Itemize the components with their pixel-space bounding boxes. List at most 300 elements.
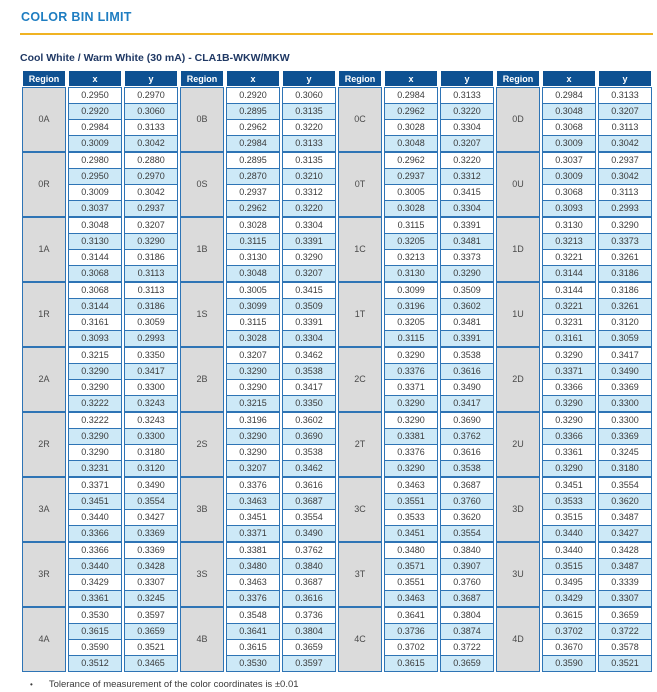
x-value-cell: 0.3440 [68, 559, 122, 575]
y-value-cell: 0.3616 [282, 477, 336, 494]
column-header: y [598, 70, 652, 87]
column-header: Region [496, 70, 540, 87]
table-row [22, 526, 652, 542]
table-row [22, 104, 652, 120]
table-row [22, 185, 652, 201]
table-header [22, 70, 652, 87]
x-value-cell: 0.3048 [542, 104, 596, 120]
x-value-cell: 0.3702 [542, 624, 596, 640]
y-value-cell: 0.3243 [124, 412, 178, 429]
table-row [22, 120, 652, 136]
y-value-cell: 0.3554 [282, 510, 336, 526]
table-row [22, 445, 652, 461]
region-cell: 3A [22, 477, 66, 542]
y-value-cell: 0.3597 [282, 656, 336, 672]
y-value-cell: 0.3113 [598, 120, 652, 136]
y-value-cell: 0.3616 [440, 364, 494, 380]
y-value-cell: 0.3369 [124, 526, 178, 542]
x-value-cell: 0.3551 [384, 494, 438, 510]
region-cell: 2D [496, 347, 540, 412]
region-cell: 1S [180, 282, 224, 347]
y-value-cell: 0.2937 [124, 201, 178, 217]
x-value-cell: 0.3161 [68, 315, 122, 331]
y-value-cell: 0.3186 [124, 299, 178, 315]
region-cell: 0D [496, 87, 540, 152]
x-value-cell: 0.3440 [542, 526, 596, 542]
y-value-cell: 0.3391 [440, 331, 494, 347]
x-value-cell: 0.3130 [68, 234, 122, 250]
table-row [22, 87, 652, 104]
y-value-cell: 0.3762 [440, 429, 494, 445]
x-value-cell: 0.3440 [542, 542, 596, 559]
region-cell: 3T [338, 542, 382, 607]
y-value-cell: 0.3736 [282, 607, 336, 624]
x-value-cell: 0.3068 [542, 185, 596, 201]
x-value-cell: 0.3196 [226, 412, 280, 429]
x-value-cell: 0.3641 [384, 607, 438, 624]
x-value-cell: 0.3366 [68, 542, 122, 559]
y-value-cell: 0.3339 [598, 575, 652, 591]
x-value-cell: 0.3028 [226, 217, 280, 234]
column-header: x [384, 70, 438, 87]
header-row [22, 70, 652, 87]
table-row [22, 477, 652, 494]
x-value-cell: 0.3548 [226, 607, 280, 624]
x-value-cell: 0.3376 [384, 364, 438, 380]
x-value-cell: 0.3068 [68, 266, 122, 282]
y-value-cell: 0.3602 [282, 412, 336, 429]
y-value-cell: 0.3261 [598, 250, 652, 266]
x-value-cell: 0.3290 [542, 412, 596, 429]
y-value-cell: 0.3616 [282, 591, 336, 607]
x-value-cell: 0.3161 [542, 331, 596, 347]
x-value-cell: 0.3290 [542, 461, 596, 477]
y-value-cell: 0.3620 [598, 494, 652, 510]
y-value-cell: 0.3907 [440, 559, 494, 575]
region-cell: 1T [338, 282, 382, 347]
y-value-cell: 0.3245 [598, 445, 652, 461]
y-value-cell: 0.3133 [124, 120, 178, 136]
x-value-cell: 0.3590 [542, 656, 596, 672]
y-value-cell: 0.3304 [282, 331, 336, 347]
y-value-cell: 0.3350 [124, 347, 178, 364]
x-value-cell: 0.3530 [68, 607, 122, 624]
x-value-cell: 0.3005 [384, 185, 438, 201]
y-value-cell: 0.3186 [598, 266, 652, 282]
table-row [22, 364, 652, 380]
y-value-cell: 0.3220 [282, 201, 336, 217]
x-value-cell: 0.3530 [226, 656, 280, 672]
y-value-cell: 0.3059 [124, 315, 178, 331]
column-header: y [124, 70, 178, 87]
x-value-cell: 0.3099 [384, 282, 438, 299]
y-value-cell: 0.3462 [282, 347, 336, 364]
y-value-cell: 0.3120 [598, 315, 652, 331]
column-header: x [226, 70, 280, 87]
y-value-cell: 0.3300 [598, 412, 652, 429]
x-value-cell: 0.3290 [384, 461, 438, 477]
y-value-cell: 0.3602 [440, 299, 494, 315]
y-value-cell: 0.3538 [440, 461, 494, 477]
bullet-icon: • [30, 680, 33, 689]
y-value-cell: 0.3060 [124, 104, 178, 120]
y-value-cell: 0.3538 [440, 347, 494, 364]
y-value-cell: 0.3290 [282, 250, 336, 266]
region-cell: 1D [496, 217, 540, 282]
x-value-cell: 0.3290 [542, 396, 596, 412]
x-value-cell: 0.3376 [226, 591, 280, 607]
table-row [22, 266, 652, 282]
x-value-cell: 0.3222 [68, 396, 122, 412]
x-value-cell: 0.3615 [68, 624, 122, 640]
x-value-cell: 0.3231 [68, 461, 122, 477]
x-value-cell: 0.3037 [542, 152, 596, 169]
y-value-cell: 0.3300 [598, 396, 652, 412]
x-value-cell: 0.3736 [384, 624, 438, 640]
x-value-cell: 0.2937 [384, 169, 438, 185]
y-value-cell: 0.3135 [282, 104, 336, 120]
region-cell: 3U [496, 542, 540, 607]
y-value-cell: 0.3042 [598, 169, 652, 185]
region-cell: 1R [22, 282, 66, 347]
x-value-cell: 0.3615 [542, 607, 596, 624]
x-value-cell: 0.3115 [226, 315, 280, 331]
x-value-cell: 0.3366 [542, 429, 596, 445]
table-row [22, 624, 652, 640]
x-value-cell: 0.3115 [384, 331, 438, 347]
x-value-cell: 0.3005 [226, 282, 280, 299]
table-row [22, 299, 652, 315]
x-value-cell: 0.3463 [384, 591, 438, 607]
y-value-cell: 0.3465 [124, 656, 178, 672]
region-cell: 4A [22, 607, 66, 672]
y-value-cell: 0.3509 [440, 282, 494, 299]
table-row [22, 201, 652, 217]
x-value-cell: 0.3451 [542, 477, 596, 494]
y-value-cell: 0.3290 [124, 234, 178, 250]
table-row [22, 282, 652, 299]
x-value-cell: 0.3130 [226, 250, 280, 266]
table-row [22, 234, 652, 250]
y-value-cell: 0.3428 [598, 542, 652, 559]
y-value-cell: 0.3762 [282, 542, 336, 559]
table-row [22, 510, 652, 526]
table-row [22, 331, 652, 347]
y-value-cell: 0.3428 [124, 559, 178, 575]
y-value-cell: 0.3415 [440, 185, 494, 201]
x-value-cell: 0.3429 [542, 591, 596, 607]
x-value-cell: 0.2950 [68, 169, 122, 185]
y-value-cell: 0.3874 [440, 624, 494, 640]
x-value-cell: 0.3068 [68, 282, 122, 299]
table-row [22, 136, 652, 152]
x-value-cell: 0.3205 [384, 234, 438, 250]
x-value-cell: 0.2962 [226, 201, 280, 217]
table-row [22, 640, 652, 656]
y-value-cell: 0.3490 [124, 477, 178, 494]
x-value-cell: 0.2962 [384, 104, 438, 120]
x-value-cell: 0.3371 [384, 380, 438, 396]
y-value-cell: 0.3659 [440, 656, 494, 672]
x-value-cell: 0.3366 [68, 526, 122, 542]
y-value-cell: 0.3481 [440, 234, 494, 250]
y-value-cell: 0.3113 [124, 282, 178, 299]
table-row [22, 591, 652, 607]
region-cell: 3B [180, 477, 224, 542]
x-value-cell: 0.3144 [542, 282, 596, 299]
y-value-cell: 0.3840 [282, 559, 336, 575]
region-cell: 2R [22, 412, 66, 477]
y-value-cell: 0.2993 [598, 201, 652, 217]
x-value-cell: 0.3463 [226, 575, 280, 591]
x-value-cell: 0.3213 [384, 250, 438, 266]
table-row [22, 494, 652, 510]
y-value-cell: 0.3722 [440, 640, 494, 656]
y-value-cell: 0.3840 [440, 542, 494, 559]
y-value-cell: 0.2970 [124, 87, 178, 104]
y-value-cell: 0.3186 [124, 250, 178, 266]
x-value-cell: 0.3196 [384, 299, 438, 315]
y-value-cell: 0.3538 [282, 364, 336, 380]
x-value-cell: 0.3099 [226, 299, 280, 315]
y-value-cell: 0.3490 [598, 364, 652, 380]
y-value-cell: 0.3415 [282, 282, 336, 299]
y-value-cell: 0.3620 [440, 510, 494, 526]
y-value-cell: 0.3120 [124, 461, 178, 477]
region-cell: 0C [338, 87, 382, 152]
y-value-cell: 0.3207 [598, 104, 652, 120]
y-value-cell: 0.2970 [124, 169, 178, 185]
y-value-cell: 0.3521 [598, 656, 652, 672]
x-value-cell: 0.2984 [226, 136, 280, 152]
region-cell: 1U [496, 282, 540, 347]
x-value-cell: 0.3009 [542, 169, 596, 185]
table-row [22, 607, 652, 624]
x-value-cell: 0.3381 [226, 542, 280, 559]
y-value-cell: 0.3554 [598, 477, 652, 494]
region-cell: 2U [496, 412, 540, 477]
y-value-cell: 0.3487 [598, 510, 652, 526]
y-value-cell: 0.3245 [124, 591, 178, 607]
x-value-cell: 0.3512 [68, 656, 122, 672]
region-cell: 0A [22, 87, 66, 152]
y-value-cell: 0.3261 [598, 299, 652, 315]
column-header: x [542, 70, 596, 87]
x-value-cell: 0.3290 [226, 380, 280, 396]
x-value-cell: 0.2984 [384, 87, 438, 104]
y-value-cell: 0.3133 [282, 136, 336, 152]
y-value-cell: 0.3312 [282, 185, 336, 201]
x-value-cell: 0.3451 [226, 510, 280, 526]
y-value-cell: 0.3616 [440, 445, 494, 461]
y-value-cell: 0.3113 [124, 266, 178, 282]
y-value-cell: 0.3220 [440, 104, 494, 120]
y-value-cell: 0.2937 [598, 152, 652, 169]
y-value-cell: 0.3307 [598, 591, 652, 607]
y-value-cell: 0.3760 [440, 494, 494, 510]
y-value-cell: 0.3554 [440, 526, 494, 542]
region-cell: 4B [180, 607, 224, 672]
x-value-cell: 0.3440 [68, 510, 122, 526]
region-cell: 0S [180, 152, 224, 217]
x-value-cell: 0.3048 [226, 266, 280, 282]
y-value-cell: 0.3300 [124, 380, 178, 396]
region-cell: 3C [338, 477, 382, 542]
table-row [22, 396, 652, 412]
x-value-cell: 0.2870 [226, 169, 280, 185]
y-value-cell: 0.3220 [440, 152, 494, 169]
x-value-cell: 0.3571 [384, 559, 438, 575]
x-value-cell: 0.2984 [68, 120, 122, 136]
x-value-cell: 0.3290 [542, 347, 596, 364]
x-value-cell: 0.3093 [68, 331, 122, 347]
y-value-cell: 0.3804 [282, 624, 336, 640]
page-title: COLOR BIN LIMIT [21, 10, 132, 24]
table-row [22, 412, 652, 429]
y-value-cell: 0.3180 [598, 461, 652, 477]
table-row [22, 461, 652, 477]
x-value-cell: 0.3009 [68, 136, 122, 152]
y-value-cell: 0.3369 [124, 542, 178, 559]
y-value-cell: 0.3180 [124, 445, 178, 461]
x-value-cell: 0.3207 [226, 347, 280, 364]
table-caption: Cool White / Warm White (30 mA) - CLA1B-WKW/MKW [20, 52, 290, 64]
x-value-cell: 0.3222 [68, 412, 122, 429]
table-row [22, 169, 652, 185]
y-value-cell: 0.3290 [440, 266, 494, 282]
y-value-cell: 0.3042 [598, 136, 652, 152]
x-value-cell: 0.3221 [542, 250, 596, 266]
x-value-cell: 0.2962 [226, 120, 280, 136]
y-value-cell: 0.3133 [598, 87, 652, 104]
title-underline [20, 33, 653, 35]
y-value-cell: 0.3133 [440, 87, 494, 104]
x-value-cell: 0.3115 [384, 217, 438, 234]
x-value-cell: 0.3551 [384, 575, 438, 591]
x-value-cell: 0.3093 [542, 201, 596, 217]
footnote-text: Tolerance of measurement of the color coordinates is ±0.01 [48, 679, 299, 690]
x-value-cell: 0.3048 [68, 217, 122, 234]
y-value-cell: 0.3417 [440, 396, 494, 412]
y-value-cell: 0.3042 [124, 136, 178, 152]
x-value-cell: 0.3615 [226, 640, 280, 656]
x-value-cell: 0.3009 [542, 136, 596, 152]
region-cell: 1A [22, 217, 66, 282]
y-value-cell: 0.3687 [282, 494, 336, 510]
x-value-cell: 0.3205 [384, 315, 438, 331]
x-value-cell: 0.2920 [226, 87, 280, 104]
x-value-cell: 0.3376 [384, 445, 438, 461]
x-value-cell: 0.3290 [384, 396, 438, 412]
y-value-cell: 0.3290 [598, 217, 652, 234]
y-value-cell: 0.3059 [598, 331, 652, 347]
column-header: y [440, 70, 494, 87]
column-header: Region [180, 70, 224, 87]
y-value-cell: 0.3207 [282, 266, 336, 282]
y-value-cell: 0.3659 [282, 640, 336, 656]
x-value-cell: 0.3207 [226, 461, 280, 477]
y-value-cell: 0.3578 [598, 640, 652, 656]
y-value-cell: 0.3462 [282, 461, 336, 477]
table-row [22, 380, 652, 396]
y-value-cell: 0.3373 [440, 250, 494, 266]
x-value-cell: 0.3048 [384, 136, 438, 152]
y-value-cell: 0.3687 [440, 591, 494, 607]
y-value-cell: 0.3304 [440, 120, 494, 136]
y-value-cell: 0.3307 [124, 575, 178, 591]
y-value-cell: 0.3690 [440, 412, 494, 429]
y-value-cell: 0.3210 [282, 169, 336, 185]
region-cell: 0B [180, 87, 224, 152]
region-cell: 2B [180, 347, 224, 412]
y-value-cell: 0.3417 [124, 364, 178, 380]
y-value-cell: 0.3659 [124, 624, 178, 640]
table-row [22, 656, 652, 672]
y-value-cell: 0.3369 [598, 380, 652, 396]
y-value-cell: 0.3804 [440, 607, 494, 624]
region-cell: 0R [22, 152, 66, 217]
x-value-cell: 0.3533 [384, 510, 438, 526]
region-cell: 2A [22, 347, 66, 412]
x-value-cell: 0.2937 [226, 185, 280, 201]
table-row [22, 250, 652, 266]
y-value-cell: 0.3481 [440, 315, 494, 331]
x-value-cell: 0.3361 [68, 591, 122, 607]
x-value-cell: 0.3451 [384, 526, 438, 542]
y-value-cell: 0.3207 [440, 136, 494, 152]
y-value-cell: 0.3300 [124, 429, 178, 445]
y-value-cell: 0.3304 [440, 201, 494, 217]
color-bin-table [20, 70, 654, 672]
y-value-cell: 0.3113 [598, 185, 652, 201]
y-value-cell: 0.3350 [282, 396, 336, 412]
x-value-cell: 0.3480 [226, 559, 280, 575]
y-value-cell: 0.3760 [440, 575, 494, 591]
y-value-cell: 0.3597 [124, 607, 178, 624]
y-value-cell: 0.3490 [282, 526, 336, 542]
x-value-cell: 0.2920 [68, 104, 122, 120]
x-value-cell: 0.3028 [384, 120, 438, 136]
region-cell: 4C [338, 607, 382, 672]
region-cell: 1B [180, 217, 224, 282]
x-value-cell: 0.3515 [542, 559, 596, 575]
x-value-cell: 0.3590 [68, 640, 122, 656]
x-value-cell: 0.3221 [542, 299, 596, 315]
x-value-cell: 0.3515 [542, 510, 596, 526]
x-value-cell: 0.3376 [226, 477, 280, 494]
x-value-cell: 0.3009 [68, 185, 122, 201]
y-value-cell: 0.3487 [598, 559, 652, 575]
x-value-cell: 0.3381 [384, 429, 438, 445]
x-value-cell: 0.2895 [226, 152, 280, 169]
x-value-cell: 0.3215 [226, 396, 280, 412]
table-row [22, 575, 652, 591]
x-value-cell: 0.3670 [542, 640, 596, 656]
x-value-cell: 0.2950 [68, 87, 122, 104]
x-value-cell: 0.3702 [384, 640, 438, 656]
y-value-cell: 0.3687 [440, 477, 494, 494]
column-header: x [68, 70, 122, 87]
y-value-cell: 0.3304 [282, 217, 336, 234]
y-value-cell: 0.3220 [282, 120, 336, 136]
table-row [22, 429, 652, 445]
table-row [22, 559, 652, 575]
y-value-cell: 0.3427 [598, 526, 652, 542]
y-value-cell: 0.3427 [124, 510, 178, 526]
x-value-cell: 0.3290 [384, 412, 438, 429]
x-value-cell: 0.3290 [68, 445, 122, 461]
x-value-cell: 0.3068 [542, 120, 596, 136]
